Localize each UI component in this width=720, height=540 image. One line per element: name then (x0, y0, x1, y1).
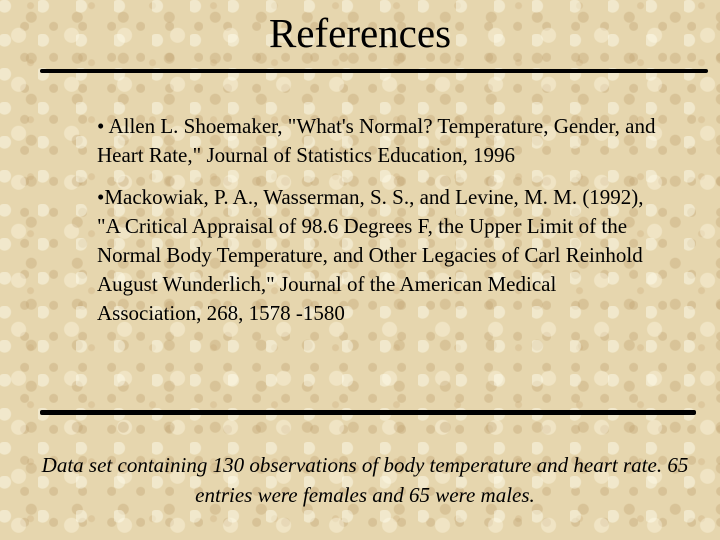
dataset-note: Data set containing 130 observations of body temperature and heart rate. 65 entries were females and 65 were males. (41, 453, 689, 507)
reference-item: • Allen L. Shoemaker, "What's Normal? Temperature, Gender, and Heart Rate," Journal of Statistics Education, 1996 (97, 114, 656, 167)
reference-list (97, 112, 657, 341)
top-divider (40, 69, 708, 73)
bottom-divider (40, 410, 696, 415)
slide-title: References (268, 10, 452, 56)
reference-item: •Mackowiak, P. A., Wasserman, S. S., and Levine, M. M. (1992), "A Critical Appraisal of 98.6 Degrees F, the Upper Limit of the Normal Body Temperature, and Other Legacies of Carl Reinhold August Wunderlich," Journal of the American Medical Association, 268, 1578 -1580 (97, 185, 644, 325)
